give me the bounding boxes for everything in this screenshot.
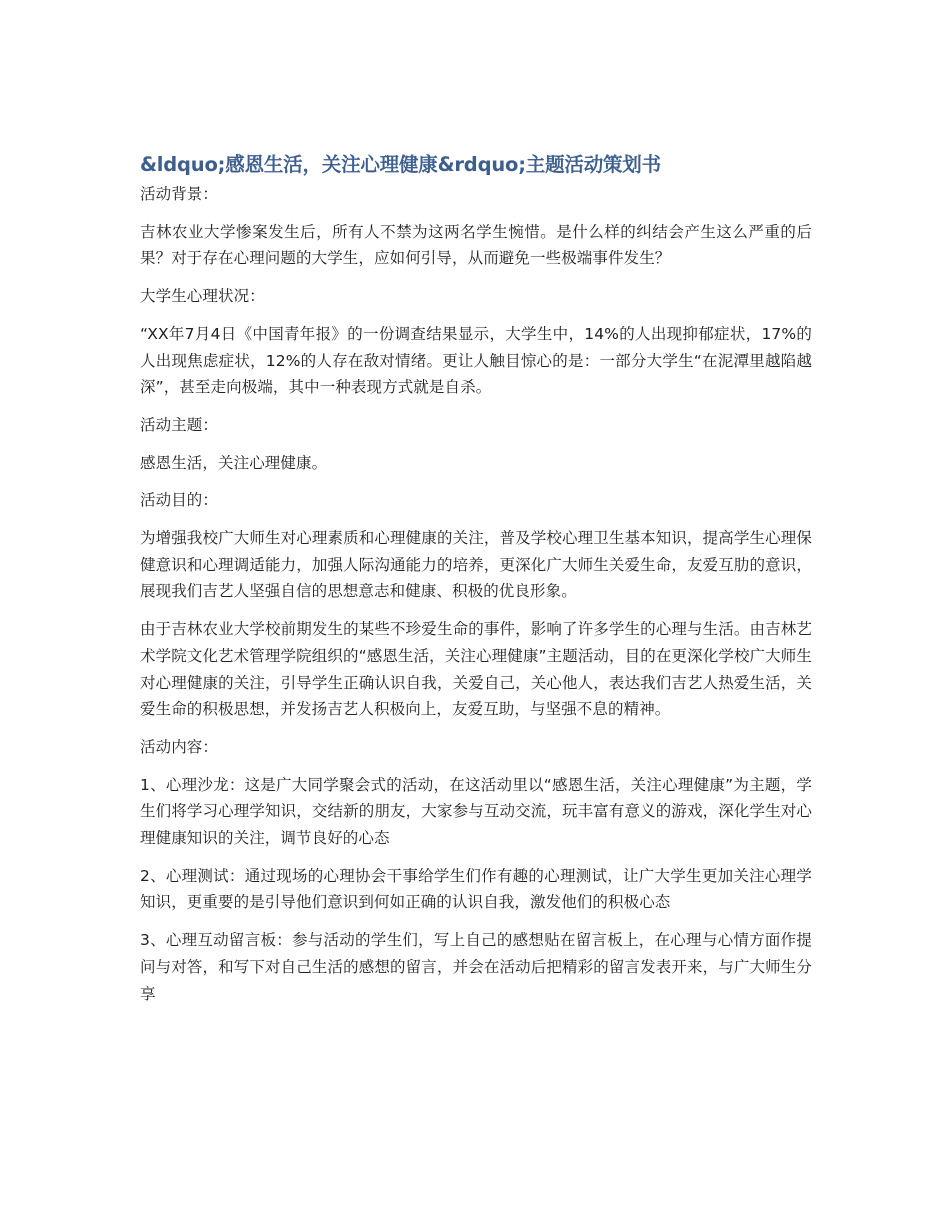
- section-heading-theme: 活动主题：: [140, 415, 219, 434]
- document-title: &ldquo;感恩生活，关注心理健康&rdquo;主题活动策划书: [140, 153, 661, 176]
- paragraph-purpose-1: 为增强我校广大师生对心理素质和心理健康的关注，普及学校心理卫生基本知识，提高学生心理保健意识和心理调适能力，加强人际沟通能力的培养，更深化广大师生关爱生命，友爱互肋的意识，展现我们吉艺人坚强自信的思想意志和健康、积极的优良形象。: [140, 529, 812, 601]
- section-heading-student-status: 大学生心理状况：: [140, 287, 265, 306]
- section-heading-purpose: 活动目的：: [140, 491, 219, 510]
- paragraph-theme: 感恩生活，关注心理健康。: [140, 453, 328, 472]
- list-item-message-board: 3、心理互动留言板：参与活动的学生们，写上自己的感想贴在留言板上，在心理与心情方面作提问与对答，和写下对自己生活的感想的留言，并会在活动后把精彩的留言发表开来，与广大师生分享: [140, 931, 812, 1003]
- section-heading-content: 活动内容：: [140, 737, 219, 756]
- list-item-salon: 1、心理沙龙：这是广大同学聚会式的活动，在这活动里以“感恩生活，关注心理健康”为主题，学生们将学习心理学知识，交结新的朋友，大家参与互动交流，玩丰富有意义的游戏，深化学生对心理健康知识的关注，调节良好的心态: [140, 775, 812, 848]
- list-item-test: 2、心理测试：通过现场的心理协会干事给学生们作有趣的心理测试，让广大学生更加关注心理学知识，更重要的是引导他们意识到何如正确的认识自我，激发他们的积极心态: [140, 866, 812, 912]
- section-heading-background: 活动背景：: [140, 185, 219, 203]
- paragraph-purpose-2: 由于吉林农业大学校前期发生的某些不珍爱生命的事件，影响了许多学生的心理与生活。由吉林艺术学院文化艺术管理学院组织的“感恩生活，关注心理健康”主题活动，目的在更深化学校广大师生对心理健康的关注，引导学生正确认识自我，关爱自己，关心他人，表达我们吉艺人热爱生活，关爱生命的积极思想，并发扬吉艺人积极向上，友爱互助，与坚强不息的精神。: [140, 620, 812, 719]
- paragraph-background: 吉林农业大学惨案发生后，所有人不禁为这两名学生惋惜。是什么样的纠结会产生这么严重的后果？对于存在心理问题的大学生，应如何引导，从而避免一些极端事件发生？: [140, 222, 812, 268]
- paragraph-student-status: “XX年7月4日《中国青年报》的一份调查结果显示，大学生中，14%的人出现抑郁症状，17%的人出现焦虑症状，12%的人存在敌对情绪。更让人触目惊心的是：一部分大学生“在泥潭里越陷越深”，甚至走向极端，其中一种表现方式就是自杀。: [140, 324, 812, 397]
- document-body: [140, 151, 812, 1018]
